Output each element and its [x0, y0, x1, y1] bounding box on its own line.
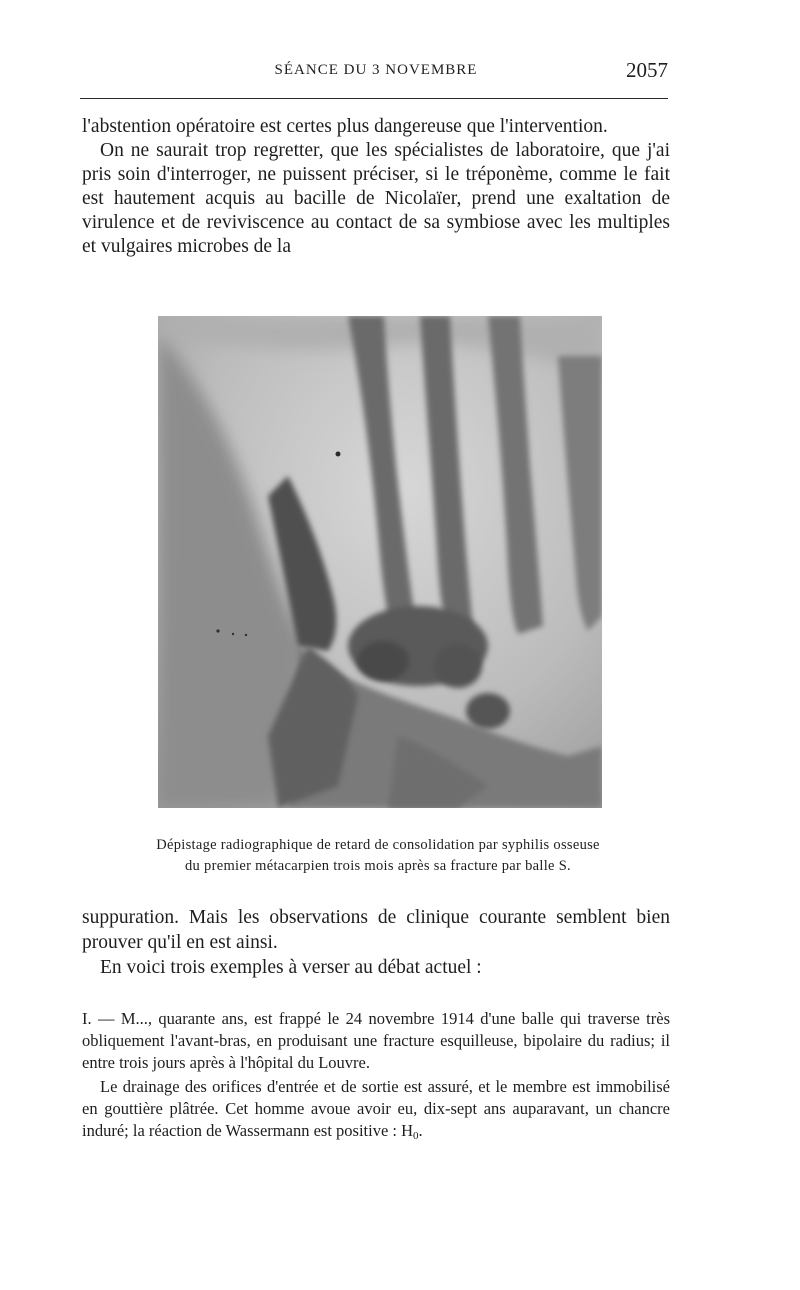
- caption-line-2: du premier métacarpien trois mois après sa fracture par balle S.: [185, 858, 571, 874]
- drainage-text: Le drainage des orifices d'entrée et de sortie est assuré, et le membre est immobilisé en gouttière plâtrée. Cet homme avoue avoir eu, dix-sept ans auparavant, un chancre induré; la réaction de Wassermann est positive : H: [82, 1077, 670, 1140]
- subscript-zero: 0: [413, 1130, 419, 1142]
- case-text-block: [82, 1008, 670, 1147]
- header-rule: [80, 98, 668, 99]
- caption-line-1: Dépistage radiographique de retard de consolidation par syphilis osseuse: [156, 837, 600, 853]
- radiograph-image: [158, 316, 602, 808]
- top-text-block: [82, 115, 670, 259]
- paragraph-drainage: [82, 1076, 670, 1147]
- paragraph-laboratory: On ne saurait trop regretter, que les spécialistes de laboratoire, que j'ai pris soin d'interroger, ne puissent préciser, si le tréponème, comme le fait est hautement acquis au bacille de Nicolaïer, prend une exaltation de virulence et de reviviscence au contact de sa symbiose avec les multiples et vulgaires microbes de la: [82, 140, 670, 257]
- drainage-end: .: [418, 1121, 423, 1140]
- page-number: 2057: [626, 58, 668, 82]
- radiograph-drawing: [158, 316, 602, 808]
- paragraph-examples: En voici trois exemples à verser au débat actuel :: [100, 957, 482, 978]
- mid-text-block: [82, 905, 670, 980]
- paragraph-intervention: l'abstention opératoire est certes plus dangereuse que l'intervention.: [82, 116, 608, 137]
- paragraph-case-1: I. — M..., quarante ans, est frappé le 24 novembre 1914 d'une balle qui traverse très obliquement l'avant-bras, en produisant une fracture esquilleuse, bipolaire du radius; il entre trois jours après à l'hôpital du Louvre.: [82, 1009, 670, 1072]
- paragraph-suppuration: suppuration. Mais les observations de clinique courante semblent bien prouver qu'il en est ainsi.: [82, 907, 670, 953]
- figure-caption: [110, 835, 646, 877]
- page-header: [82, 58, 670, 88]
- running-title: SÉANCE DU 3 NOVEMBRE: [274, 62, 478, 78]
